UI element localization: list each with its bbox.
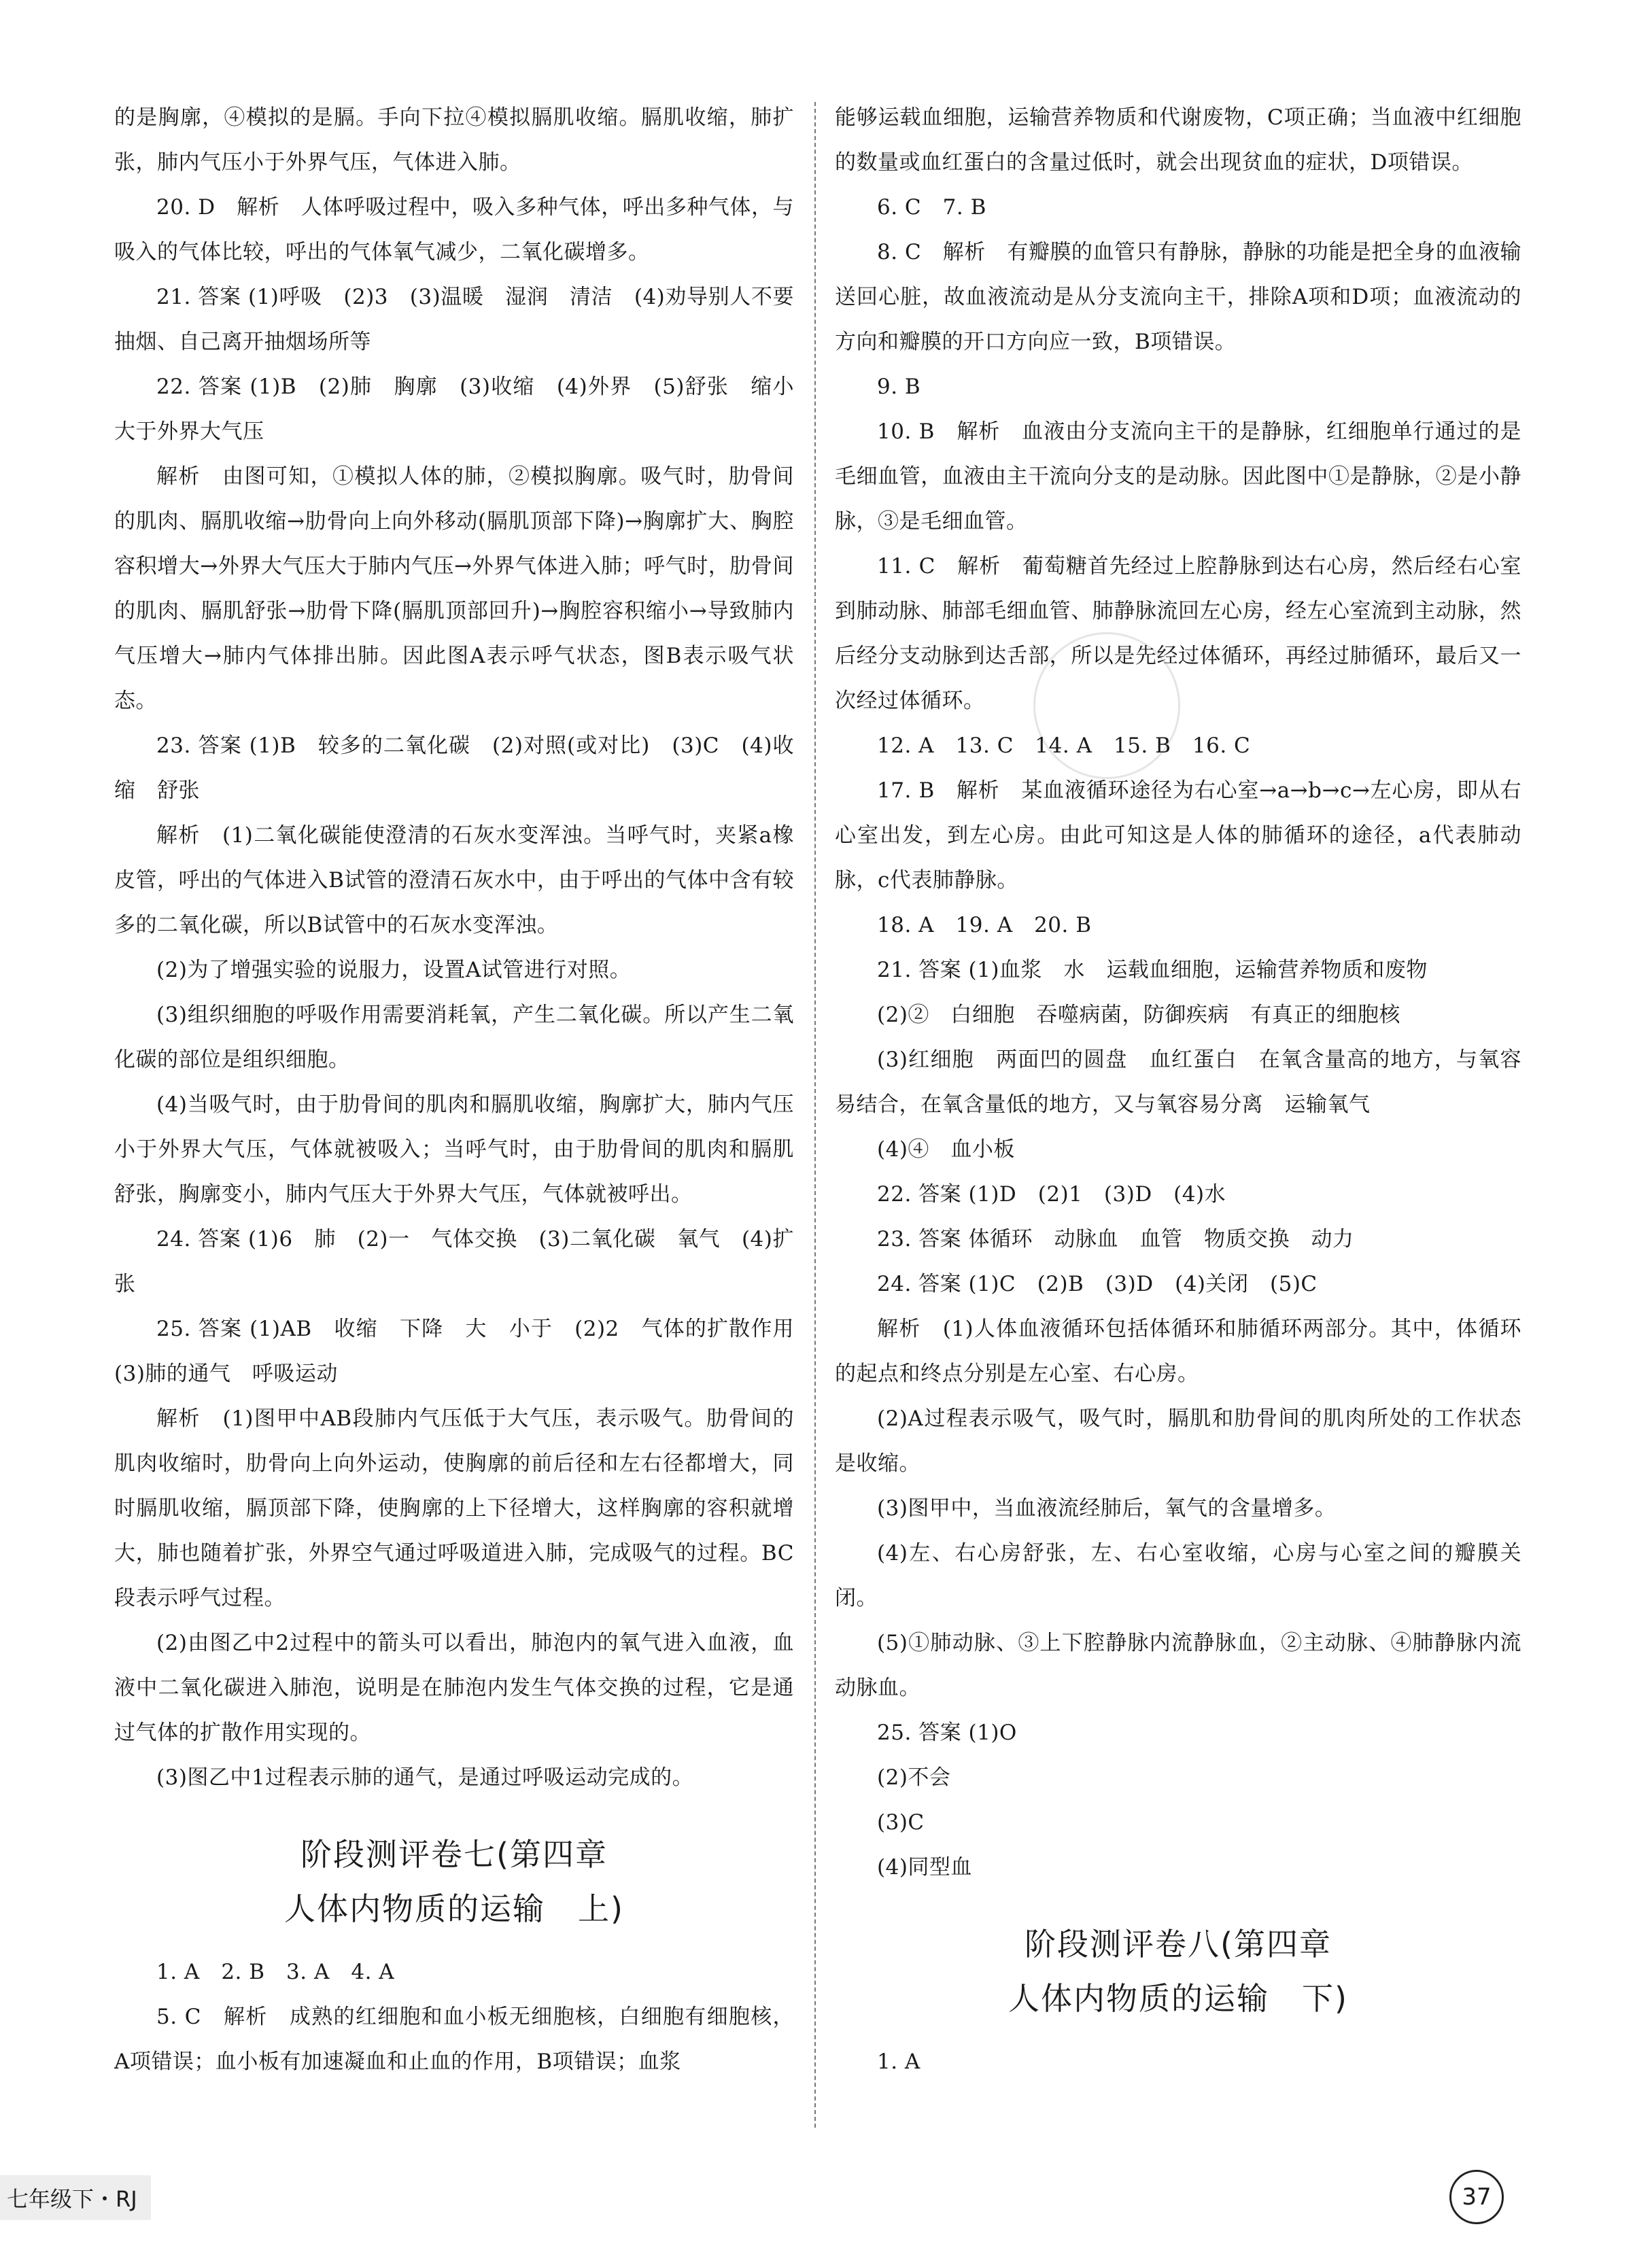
right-para-6: 12. A 13. C 14. A 15. B 16. C xyxy=(877,733,1251,758)
left-after-heading-1: 5. C 解析 成熟的红细胞和血小板无细胞核，白细胞有细胞核，A项错误；血小板有加速凝血和止血的作用，B项错误；血浆 xyxy=(114,2005,794,2074)
left-para-8: (3)组织细胞的呼吸作用需要消耗氧，产生二氧化碳。所以产生二氧化碳的部位是组织细胞。 xyxy=(114,1003,794,1072)
right-para-19: (4)左、右心房舒张，左、右心室收缩，心房与心室之间的瓣膜关闭。 xyxy=(835,1541,1521,1610)
right-para-16: 解析 (1)人体血液循环包括体循环和肺循环两部分。其中，体循环的起点和终点分别是左心室、右心房。 xyxy=(835,1317,1521,1386)
right-para-8: 18. A 19. A 20. B xyxy=(877,913,1092,937)
right-para-1: 6. C 7. B xyxy=(877,195,986,220)
right-para-18: (3)图甲中，当血液流经肺后，氧气的含量增多。 xyxy=(877,1496,1337,1521)
right-para-15: 24. 答案 (1)C (2)B (3)D (4)关闭 (5)C xyxy=(877,1272,1318,1296)
section-heading-8-line1: 阶段测评卷八(第四章 xyxy=(1025,1926,1332,1962)
right-para-10: (2)② 白细胞 吞噬病菌，防御疾病 有真正的细胞核 xyxy=(877,1003,1400,1027)
left-para-0: 的是胸廓，④模拟的是膈。手向下拉④模拟膈肌收缩。膈肌收缩，肺扩张，肺内气压小于外界气压，气体进入肺。 xyxy=(114,105,794,175)
left-para-9: (4)当吸气时，由于肋骨间的肌肉和膈肌收缩，胸廓扩大，肺内气压小于外界大气压，气体就被吸入；当呼气时，由于肋骨间的肌肉和膈肌舒张，胸廓变小，肺内气压大于外界大气压，气体就被呼出。 xyxy=(114,1092,794,1207)
right-para-17: (2)A过程表示吸气，吸气时，膈肌和肋骨间的肌肉所处的工作状态是收缩。 xyxy=(835,1406,1521,1476)
left-para-2: 21. 答案 (1)呼吸 (2)3 (3)温暖 湿润 清洁 (4)劝导别人不要抽烟、自己离开抽烟场所等 xyxy=(114,285,794,354)
left-para-10: 24. 答案 (1)6 肺 (2)一 气体交换 (3)二氧化碳 氧气 (4)扩张 xyxy=(114,1227,794,1296)
left-para-13: (2)由图乙中2过程中的箭头可以看出，肺泡内的氧气进入血液，血液中二氧化碳进入肺泡，说明是在肺泡内发生气体交换的过程，它是通过气体的扩散作用实现的。 xyxy=(114,1631,794,1745)
right-para-9: 21. 答案 (1)血浆 水 运载血细胞，运输营养物质和废物 xyxy=(877,958,1428,982)
right-para-24: (4)同型血 xyxy=(877,1855,972,1880)
page-number: 37 xyxy=(1449,2170,1504,2224)
right-para-13: 22. 答案 (1)D (2)1 (3)D (4)水 xyxy=(877,1182,1226,1207)
left-para-5: 23. 答案 (1)B 较多的二氧化碳 (2)对照(或对比) (3)C (4)收缩 舒张 xyxy=(114,733,794,803)
left-after-heading-0: 1. A 2. B 3. A 4. A xyxy=(156,1960,395,1984)
right-after-heading-0: 1. A xyxy=(877,2050,920,2074)
section-heading-8-line2: 人体内物质的运输 下) xyxy=(1008,1980,1348,2017)
right-para-4: 10. B 解析 血液由分支流向主干的是静脉，红细胞单行通过的是毛细血管，血液由主干流向分支的是动脉。因此图中①是静脉，②是小静脉，③是毛细血管。 xyxy=(835,419,1521,534)
right-para-2: 8. C 解析 有瓣膜的血管只有静脉，静脉的功能是把全身的血液输送回心脏，故血液流动是从分支流向主干，排除A项和D项；血液流动的方向和瓣膜的开口方向应一致，B项错误。 xyxy=(835,240,1521,354)
left-para-6: 解析 (1)二氧化碳能使澄清的石灰水变浑浊。当呼气时，夹紧a橡皮管，呼出的气体进入B试管的澄清石灰水中，由于呼出的气体中含有较多的二氧化碳，所以B试管中的石灰水变浑浊。 xyxy=(114,823,794,937)
right-para-12: (4)④ 血小板 xyxy=(877,1137,1015,1162)
right-para-22: (2)不会 xyxy=(877,1765,951,1790)
right-para-20: (5)①肺动脉、③上下腔静脉内流静脉血，②主动脉、④肺静脉内流动脉血。 xyxy=(835,1631,1521,1700)
left-para-3: 22. 答案 (1)B (2)肺 胸廓 (3)收缩 (4)外界 (5)舒张 缩小 大于外界大气压 xyxy=(114,375,816,444)
right-column xyxy=(835,95,1521,2084)
right-para-5: 11. C 解析 葡萄糖首先经过上腔静脉到达右心房，然后经右心室到肺动脉、肺部毛细血管、肺静脉流回左心房，经左心室流到主动脉，然后经分支动脉到达舌部，所以是先经过体循环，再经过肺循环，最后又一次经过体循环。 xyxy=(835,554,1521,713)
right-para-0: 能够运载血细胞，运输营养物质和代谢废物，C项正确；当血液中红细胞的数量或血红蛋白的含量过低时，就会出现贫血的症状，D项错误。 xyxy=(835,105,1521,175)
left-para-4: 解析 由图可知，①模拟人体的肺，②模拟胸廓。吸气时，肋骨间的肌肉、膈肌收缩→肋骨向上向外移动(膈肌顶部下降)→胸廓扩大、胸腔容积增大→外界大气压大于肺内气压→外界气体进入肺；呼气时，肋骨间的肌肉、膈肌舒张→肋骨下降(膈肌顶部回升)→胸腔容积缩小→导致肺内气压增大→肺内气体排出肺。因此图A表示呼气状态，图B表示吸气状态。 xyxy=(114,464,794,713)
left-para-1: 20. D 解析 人体呼吸过程中，吸入多种气体，呼出多种气体，与吸入的气体比较，呼出的气体氧气减少，二氧化碳增多。 xyxy=(114,195,794,264)
right-para-21: 25. 答案 (1)O xyxy=(877,1720,1017,1745)
right-para-11: (3)红细胞 两面凹的圆盘 血红蛋白 在氧含量高的地方，与氧容易结合，在氧含量低的地方，又与氧容易分离 运输氧气 xyxy=(835,1048,1521,1117)
right-para-23: (3)C xyxy=(877,1810,925,1835)
column-divider xyxy=(814,102,816,2128)
right-para-3: 9. B xyxy=(877,375,921,399)
right-para-14: 23. 答案 体循环 动脉血 血管 物质交换 动力 xyxy=(877,1227,1354,1251)
section-heading-7-line2: 人体内物质的运输 上) xyxy=(284,1890,624,1927)
section-heading-7-line1: 阶段测评卷七(第四章 xyxy=(300,1836,608,1873)
left-para-14: (3)图乙中1过程表示肺的通气，是通过呼吸运动完成的。 xyxy=(156,1765,694,1790)
grade-label: 七年级下・RJ xyxy=(0,2175,151,2220)
left-column xyxy=(114,95,816,2084)
left-para-11: 25. 答案 (1)AB 收缩 下降 大 小于 (2)2 气体的扩散作用 (3)肺的通气 呼吸运动 xyxy=(114,1317,816,1386)
left-para-12: 解析 (1)图甲中AB段肺内气压低于大气压，表示吸气。肋骨间的肌肉收缩时，肋骨向上向外运动，使胸廓的前后径和左右径都增大，同时膈肌收缩，膈顶部下降，使胸廓的上下径增大，这样胸廓的容积就增大，肺也随着扩张，外界空气通过呼吸道进入肺，完成吸气的过程。BC段表示呼气过程。 xyxy=(114,1406,794,1610)
right-para-7: 17. B 解析 某血液循环途径为右心室→a→b→c→左心房，即从右心室出发，到左心房。由此可知这是人体的肺循环的途径，a代表肺动脉，c代表肺静脉。 xyxy=(835,778,1521,893)
left-para-7: (2)为了增强实验的说服力，设置A试管进行对照。 xyxy=(156,958,632,982)
